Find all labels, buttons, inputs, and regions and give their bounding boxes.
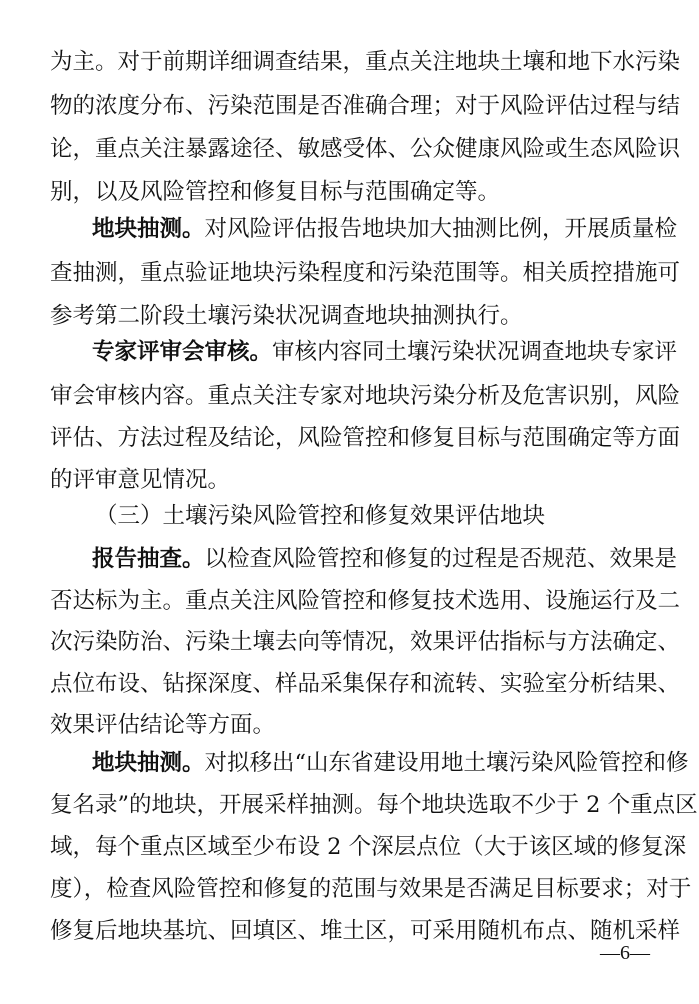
paragraph-line: 点位布设、钻探深度、样品采集保存和流转、实验室分析结果、 [50,671,681,697]
paragraph-line: 审会审核内容。重点关注专家对地块污染分析及危害识别，风险 [50,383,681,409]
paragraph-line: 复名录”的地块，开展采样抽测。每个地块选取不少于 2 个重点区 [50,792,698,818]
paragraph-line [92,544,699,574]
paragraph-line: 评估、方法过程及结论，风险管控和修复目标与范围确定等方面 [50,425,681,451]
section-lead-heading: 地块抽测。 [92,216,205,242]
paragraph-line: 域，每个重点区域至少布设 2 个深层点位（大于该区域的修复深 [50,834,687,860]
paragraph-line: 效果评估结论等方面。 [50,712,276,738]
paragraph-line: 物的浓度分布、污染范围是否准确合理；对于风险评估过程与结 [50,93,681,119]
page-number: —6— [600,942,650,964]
paragraph-line: 次污染防治、污染土壤去向等情况，效果评估指标与方法确定、 [50,629,681,655]
paragraph-line: 的评审意见情况。 [50,467,231,493]
paragraph-line [92,214,699,244]
paragraph-line: 为主。对于前期详细调查结果，重点关注地块土壤和地下水污染 [50,49,681,75]
paragraph-text: 对风险评估报告地块加大抽测比例，开展质量检 [204,216,678,242]
paragraph-line: 否达标为主。重点关注风险管控和修复技术选用、设施运行及二 [50,588,681,614]
section-lead-heading: 报告抽查。 [92,546,205,572]
paragraph-line [92,748,699,778]
paragraph-text: 对拟移出“山东省建设用地土壤污染风险管控和修 [204,750,689,776]
paragraph-line: 修复后地块基坑、回填区、堆土区，可采用随机布点、随机采样 [50,918,681,944]
section-lead-heading: 地块抽测。 [92,750,205,776]
section-subheading: （三）土壤污染风险管控和修复效果评估地块 [95,503,546,529]
paragraph-line: 论，重点关注暴露途径、敏感受体、公众健康风险或生态风险识 [50,136,681,162]
paragraph-line: 查抽测，重点验证地块污染程度和污染范围等。相关质控措施可 [50,260,681,286]
paragraph-text: 以检查风险管控和修复的过程是否规范、效果是 [204,546,678,572]
paragraph-line: 别，以及风险管控和修复目标与范围确定等。 [50,179,501,205]
paragraph-line [92,337,699,367]
paragraph-text: 审核内容同土壤污染状况调查地块专家评 [272,339,678,365]
section-lead-heading: 专家评审会审核。 [92,339,273,365]
paragraph-line: 度），检查风险管控和修复的范围与效果是否满足目标要求；对于 [50,876,692,902]
paragraph-line: 参考第二阶段土壤污染状况调查地块抽测执行。 [50,303,523,329]
